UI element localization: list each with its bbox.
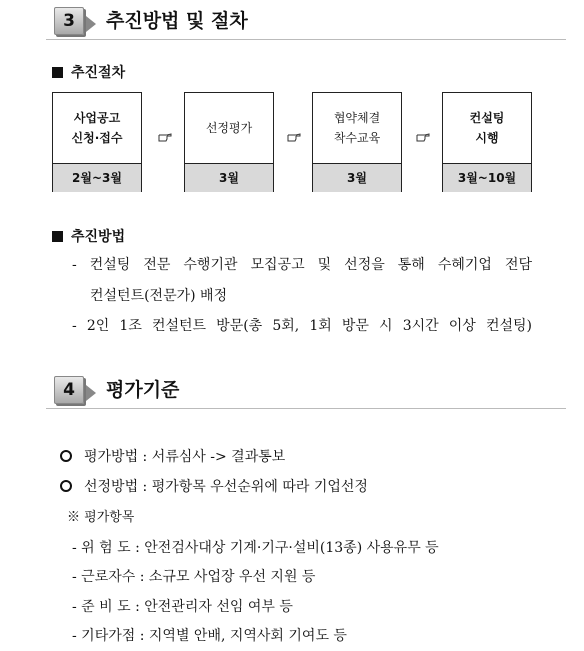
triangle-icon — [86, 385, 96, 401]
section-4-header — [46, 373, 566, 409]
procedure-heading — [52, 62, 125, 82]
process-step-label: 컨설팅 시행 — [469, 111, 505, 145]
bullet-text: 평가방법 : 서류심사 -> 결과통보 — [84, 449, 286, 465]
process-step-2 — [184, 92, 274, 192]
process-step-date: 3월~10월 — [443, 163, 531, 192]
process-step-label: 선정평가 — [205, 121, 253, 135]
method-heading-text: 추진방법 — [71, 229, 126, 245]
method-item: - 컨설팅 전문 수행기관 모집공고 및 선정을 통해 수혜기업 전담 — [72, 257, 532, 273]
divider — [46, 408, 566, 409]
selection-method-item — [60, 476, 368, 496]
pointing-hand-icon — [158, 131, 172, 143]
process-step-date: 3월 — [313, 163, 401, 192]
process-step-4 — [442, 92, 532, 192]
square-bullet-icon — [52, 231, 63, 242]
method-item-continued: 컨설턴트(전문가) 배정 — [90, 288, 228, 304]
evaluation-method-item — [60, 446, 285, 466]
criteria-note: ※ 평가항목 — [67, 510, 135, 525]
section-3-header — [46, 4, 566, 40]
process-step-3 — [312, 92, 402, 192]
section-number-badge: 4 — [54, 376, 84, 404]
pointing-hand-icon — [287, 131, 301, 143]
method-heading — [52, 226, 125, 246]
process-step-date: 3월 — [185, 163, 273, 192]
process-step-1 — [52, 92, 142, 192]
section-title: 평가기준 — [106, 379, 180, 401]
procedure-heading-text: 추진절차 — [71, 65, 126, 81]
criteria-item: - 위 험 도 : 안전검사대상 기계·기구·설비(13종) 사용유무 등 — [72, 540, 439, 556]
square-bullet-icon — [52, 67, 63, 78]
process-step-label: 사업공고 신청·접수 — [71, 111, 123, 145]
criteria-item: - 근로자수 : 소규모 사업장 우선 지원 등 — [72, 569, 316, 585]
pointing-hand-icon — [416, 131, 430, 143]
criteria-item: - 준 비 도 : 안전관리자 선임 여부 등 — [72, 599, 293, 615]
section-number-badge: 3 — [54, 7, 84, 35]
bullet-text: 선정방법 : 평가항목 우선순위에 따라 기업선정 — [84, 479, 368, 495]
process-step-label: 협약체결 착수교육 — [333, 111, 381, 145]
method-item: - 2인 1조 컨설턴트 방문(총 5회, 1회 방문 시 3시간 이상 컨설팅) — [72, 318, 532, 334]
triangle-icon — [86, 16, 96, 32]
process-step-date: 2월~3월 — [53, 163, 141, 192]
circle-bullet-icon — [60, 450, 72, 462]
circle-bullet-icon — [60, 480, 72, 492]
section-title: 추진방법 및 절차 — [106, 10, 248, 32]
criteria-item: - 기타가점 : 지역별 안배, 지역사회 기여도 등 — [72, 628, 347, 644]
divider — [46, 39, 566, 40]
